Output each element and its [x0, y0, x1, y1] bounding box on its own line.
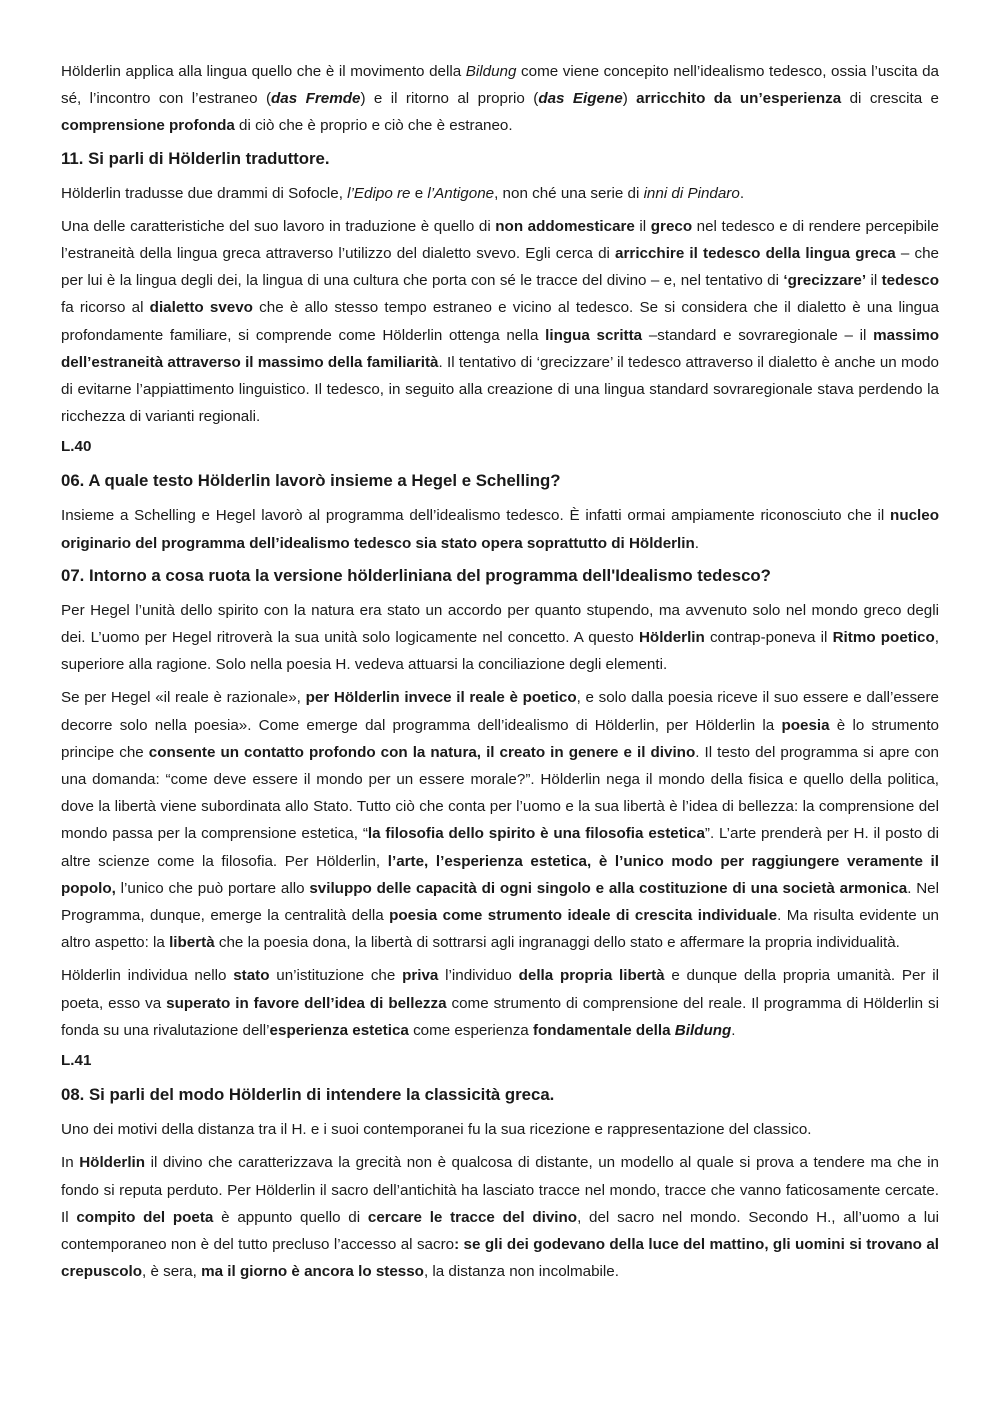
emphasis-text: arricchire il tedesco della lingua greca — [615, 245, 896, 263]
paragraph-state-and-freedom — [61, 962, 939, 1044]
text-run: come esperienza — [408, 1021, 533, 1039]
emphasis-text: fondamentale della — [532, 1021, 675, 1039]
text-run: . Ma risulta evidente un altro aspetto: la — [61, 907, 939, 952]
text-run: Uno dei motivi della distanza tra il H. e i suoi contemporanei fu la sua ricezione e rappresentazione del classico. — [61, 1121, 812, 1139]
text-run: il — [866, 272, 882, 290]
emphasis-text: non addomesticare — [495, 217, 635, 235]
text-run: come viene concepito nell’idealismo tedesco, ossia l’uscita da sé, l’incontro con l’estraneo ( — [61, 63, 940, 108]
text-run: è lo strumento principe che — [61, 716, 939, 761]
text-run: il — [634, 217, 651, 235]
text-run: Hölderlin individua nello — [61, 967, 234, 985]
question-heading-08: 08. Si parli del modo Hölderlin di intendere la classicità greca. — [61, 1085, 555, 1105]
text-run: . — [731, 1021, 736, 1039]
text-run: . Il tentativo di ‘grecizzare’ il tedesco attraverso il dialetto è anche un modo di evitarne l’appiattimento linguistico. Il tedesco, in seguito alla creazione di una lingua standard sovraregionale stava perdendo la ricchezza di varianti regionali. — [61, 353, 939, 426]
question-heading-07: 07. Intorno a cosa ruota la versione hölderliniana del programma dell'Idealismo tedesco? — [61, 565, 771, 585]
text-run: , non ché una serie di — [494, 184, 644, 202]
emphasis-text: tedesco — [881, 272, 939, 290]
emphasis-text: per Hölderlin invece il reale è poetico — [305, 689, 577, 707]
emphasis-text: libertà — [169, 934, 215, 952]
text-run: –standard e sovraregionale – il — [642, 326, 874, 344]
emphasis-text: della propria libertà — [518, 967, 665, 985]
text-run: Una delle caratteristiche del suo lavoro in traduzione è quello di — [61, 217, 496, 235]
text-run: Per Hegel l’unità dello spirito con la natura era stato un accordo per quanto stupendo, ma avvenuto solo nel mondo greco degli dei. L’uomo per Hegel ritroverà la sua unità solo logicamente nel concetto. A questo — [61, 601, 939, 647]
text-run: . Nel Programma, dunque, emerge la centralità della — [61, 879, 940, 925]
emphasis-text: Hölderlin — [79, 1154, 146, 1172]
text-run: , e solo dalla poesia riceve il suo essere e dall’essere decorre solo nella poesia». Come emerge dal programma dell’idealismo di Hölderlin, per Hölderlin la — [61, 689, 939, 734]
lesson-label-41: L.41 — [61, 1052, 92, 1070]
emphasis-text: superato in favore dell’idea di bellezza — [166, 994, 447, 1012]
text-run: contrap-poneva il — [704, 629, 833, 647]
text-run: Se per Hegel «il reale è razionale», — [61, 689, 306, 707]
emphasis-text: das Eigene — [538, 90, 623, 108]
paragraph-program-authorship — [61, 502, 939, 556]
text-run: l’individuo — [438, 967, 519, 985]
text-run: . — [694, 534, 700, 552]
text-run: ”. L’arte prenderà per H. il posto di altre scienze come la filosofia. Per Hölderlin, — [61, 825, 939, 870]
text-run: il divino che caratterizzava la grecità non è qualcosa di distante, un modello al quale si prova a tendere ma che in fondo si reputa perduto. Per Hölderlin il sacro dell’antichità ha lasciato tracce nel mondo, tracce che vanno faticosamente cercate. Il — [61, 1154, 940, 1226]
emphasis-text: lingua scritta — [545, 326, 643, 344]
emphasis-text: consente un contatto profondo con la natura, il creato in genere e il divino — [148, 743, 696, 761]
emphasis-text: Ritmo poetico — [832, 629, 935, 647]
text-run: In — [61, 1154, 80, 1172]
text-run: ) — [622, 90, 637, 108]
emphasis-text: stato — [233, 967, 270, 985]
text-run: Hölderlin tradusse due drammi di Sofocle, — [61, 184, 348, 202]
text-run: fa ricorso al — [61, 299, 150, 317]
question-heading-11: 11. Si parli di Hölderlin traduttore. — [61, 148, 330, 168]
emphasis-text: Hölderlin — [638, 629, 705, 647]
text-run: , del sacro nel mondo. Secondo H., all’uomo a lui contemporaneo non è del tutto precluso l’accesso al sacro — [61, 1208, 939, 1253]
text-run: Hölderlin applica alla lingua quello che è il movimento della — [61, 63, 466, 80]
emphasis-text: ‘grecizzare’ — [783, 272, 867, 290]
emphasis-text: comprensione profonda — [61, 117, 235, 135]
text-run: ) e il ritorno al proprio ( — [360, 90, 539, 108]
text-run: e — [410, 184, 428, 202]
text-run: di crescita e — [841, 90, 939, 108]
emphasis-text: poesia — [781, 716, 830, 734]
emphasis-text: l’arte, l’esperienza estetica, è l’unico modo per raggiungere veramente il popolo, — [61, 852, 939, 897]
text-run: , la distanza non incolmabile. — [423, 1263, 619, 1281]
emphasis-text: nucleo originario del programma dell’idealismo tedesco sia stato opera soprattutto di Hölderlin — [61, 507, 939, 552]
emphasis-text: poesia come strumento ideale di crescita individuale — [389, 907, 778, 925]
lesson-label-40: L.40 — [61, 438, 92, 456]
paragraph-translation-method — [61, 213, 939, 431]
emphasis-text: la filosofia dello spirito è una filosofia estetica — [367, 825, 705, 843]
text-run: , è sera, — [142, 1263, 202, 1281]
emphasis-text: l’Edipo re — [347, 184, 411, 202]
text-run: come strumento di comprensione del reale. Il programma di Hölderlin si fonda su una rivalutazione dell’ — [61, 994, 939, 1039]
paragraph-bildung-language — [61, 58, 939, 140]
text-run: che la poesia dona, la libertà di sottrarsi agli ingranaggi dello stato e affermare la propria individualità. — [214, 934, 900, 952]
emphasis-text: Bildung — [674, 1021, 732, 1039]
text-run: , superiore alla ragione. Solo nella poesia H. vedeva attuarsi la conciliazione degli elementi. — [61, 629, 939, 674]
emphasis-text: cercare le tracce del divino — [367, 1208, 578, 1226]
emphasis-text: massimo dell’estraneità attraverso il massimo della familiarità — [61, 326, 939, 371]
emphasis-text: ma il giorno è ancora lo stesso — [201, 1263, 424, 1281]
paragraph-hegel-vs-holderlin — [61, 597, 939, 679]
text-run: . Il testo del programma si apre con una domanda: “come deve essere il mondo per un essere morale?”. Hölderlin nega il mondo della fisica e quello della politica, dove la libertà viene subordinata allo Stato. Tutto ciò che conta per l’uomo e la sua libertà è l’idea di bellezza: la comprensione del mondo passa per la comprensione estetica, “ — [61, 743, 939, 843]
emphasis-text: compito del poeta — [76, 1208, 214, 1226]
emphasis-text: arricchito da un’esperienza — [636, 90, 842, 108]
paragraph-poetic-reality — [61, 684, 939, 956]
text-run: un’istituzione che — [269, 967, 403, 985]
emphasis-text: inni di Pindaro — [643, 184, 740, 202]
emphasis-text: das Fremde — [271, 90, 361, 108]
text-run: che è allo stesso tempo estraneo e vicino al tedesco. Se si considera che il dialetto è una lingua profondamente familiare, si comprende come Hölderlin ottenga nella — [61, 299, 940, 344]
text-run: nel tedesco e di rendere percepibile l’estraneità della lingua greca attraverso l’utilizzo del dialetto svevo. Egli cerca di — [61, 217, 939, 263]
text-run: l’unico che può portare allo — [115, 879, 310, 897]
paragraph-classic-reception — [61, 1116, 939, 1143]
emphasis-text: l’Antigone — [427, 184, 495, 202]
emphasis-text: sviluppo delle capacità di ogni singolo e alla costituzione di una società armonica — [309, 879, 908, 897]
paragraph-divine-traces — [61, 1149, 939, 1285]
text-run: . — [739, 184, 745, 202]
paragraph-translations — [61, 180, 939, 207]
emphasis-text: greco — [650, 217, 693, 235]
emphasis-text: priva — [402, 967, 439, 985]
text-run: e dunque della propria umanità. Per il poeta, esso va — [61, 967, 939, 1012]
emphasis-text: : se gli dei godevano della luce del mattino, gli uomini si trovano al crepuscolo — [61, 1235, 939, 1281]
emphasis-text: esperienza estetica — [269, 1021, 409, 1039]
text-run: è appunto quello di — [213, 1208, 368, 1226]
text-run: Insieme a Schelling e Hegel lavorò al programma dell’idealismo tedesco. È infatti ormai ampiamente riconosciuto che il — [61, 507, 891, 525]
emphasis-text: dialetto svevo — [149, 299, 253, 317]
text-run: di ciò che è proprio e ciò che è estraneo. — [234, 117, 513, 135]
question-heading-06: 06. A quale testo Hölderlin lavorò insieme a Hegel e Schelling? — [61, 471, 561, 491]
emphasis-text: Bildung — [465, 63, 517, 80]
text-run: – che per lui è la lingua degli dei, la lingua di una cultura che porta con sé le tracce del divino – e, nel tentativo di — [61, 245, 939, 290]
